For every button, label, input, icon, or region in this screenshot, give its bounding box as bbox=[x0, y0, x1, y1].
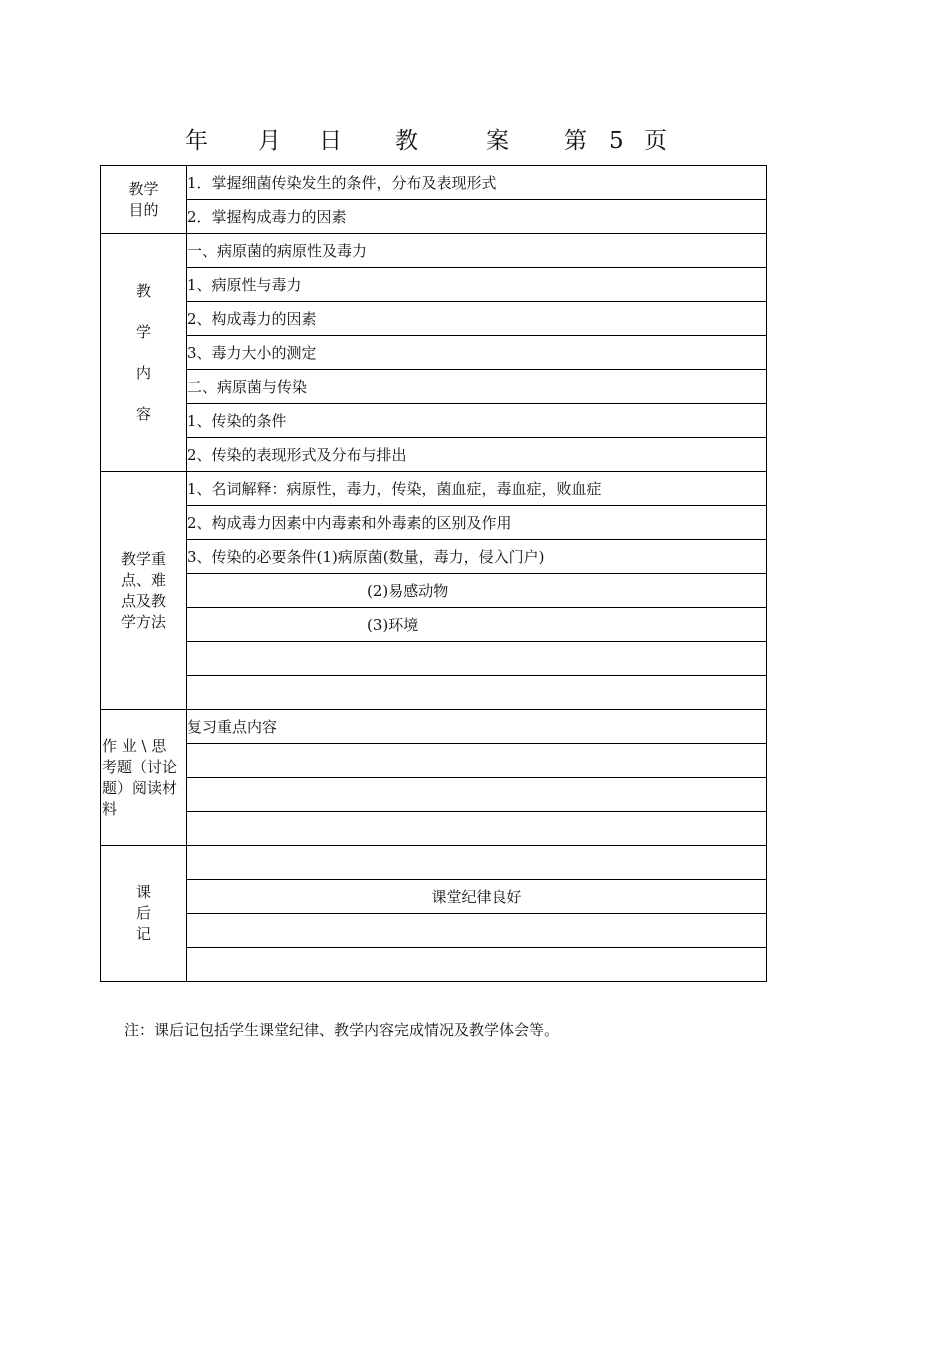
homework-row-empty bbox=[187, 812, 767, 846]
table-row bbox=[101, 302, 767, 336]
homework-row-empty bbox=[187, 778, 767, 812]
table-row bbox=[101, 336, 767, 370]
homework-label-line: 考题（讨论 bbox=[102, 757, 178, 776]
table-row bbox=[101, 200, 767, 234]
table-row bbox=[101, 608, 767, 642]
table-row bbox=[101, 166, 767, 200]
content-label-char: 容 bbox=[135, 404, 151, 423]
title-teach: 教 bbox=[395, 128, 418, 154]
table-row bbox=[101, 540, 767, 574]
postscript-row-empty bbox=[187, 948, 767, 982]
content-label bbox=[101, 234, 187, 472]
key-points-label-line: 教学重 bbox=[120, 549, 166, 568]
postscript-label-line: 后 bbox=[135, 904, 151, 922]
objectives-label-line: 教学 bbox=[128, 179, 159, 198]
table-row bbox=[101, 472, 767, 506]
key-points-row: 2、构成毒力因素中内毒素和外毒素的区别及作用 bbox=[187, 506, 767, 540]
content-row: 2、构成毒力的因素 bbox=[187, 302, 767, 336]
title-month: 月 bbox=[258, 128, 281, 154]
key-points-label bbox=[101, 472, 187, 710]
objectives-row: 2．掌握构成毒力的因素 bbox=[187, 200, 767, 234]
title-year: 年 bbox=[185, 128, 208, 154]
content-label-char: 内 bbox=[135, 363, 151, 382]
table-row bbox=[101, 404, 767, 438]
objectives-label-line: 目的 bbox=[128, 200, 159, 219]
key-points-row: 3、传染的必要条件(1)病原菌(数量，毒力，侵入门户) bbox=[187, 540, 767, 574]
postscript-label-line: 课 bbox=[135, 883, 151, 901]
homework-row-empty bbox=[187, 744, 767, 778]
objectives-label bbox=[101, 166, 187, 234]
table-row bbox=[101, 914, 767, 948]
content-label-char: 学 bbox=[135, 322, 151, 341]
postscript-row: 课堂纪律良好 bbox=[187, 880, 767, 914]
key-points-label-line: 学方法 bbox=[120, 612, 166, 631]
key-points-row: (3)环境 bbox=[187, 608, 767, 642]
table-row bbox=[101, 778, 767, 812]
table-row bbox=[101, 948, 767, 982]
title-plan: 案 bbox=[486, 128, 509, 154]
homework-label-line: 料 bbox=[102, 799, 118, 818]
homework-label-line: 作 业 \ 思 bbox=[102, 736, 167, 755]
homework-label bbox=[101, 710, 187, 846]
postscript-label-line: 记 bbox=[135, 925, 151, 943]
table-row bbox=[101, 506, 767, 540]
table-row bbox=[101, 234, 767, 268]
postscript-label bbox=[101, 846, 187, 982]
objectives-row: 1．掌握细菌传染发生的条件，分布及表现形式 bbox=[187, 166, 767, 200]
content-row: 1、传染的条件 bbox=[187, 404, 767, 438]
table-row bbox=[101, 880, 767, 914]
postscript-row-empty bbox=[187, 846, 767, 880]
lesson-plan-table bbox=[100, 165, 767, 982]
table-row bbox=[101, 710, 767, 744]
homework-label-line: 题）阅读材 bbox=[102, 778, 178, 797]
content-row: 二、病原菌与传染 bbox=[187, 370, 767, 404]
content-label-char: 教 bbox=[135, 281, 151, 300]
key-points-row: (2)易感动物 bbox=[187, 574, 767, 608]
content-row: 1、病原性与毒力 bbox=[187, 268, 767, 302]
table-row bbox=[101, 642, 767, 676]
title-day: 日 bbox=[319, 128, 342, 154]
title-di: 第 bbox=[564, 128, 587, 154]
table-row bbox=[101, 268, 767, 302]
key-points-label-line: 点、难 bbox=[120, 570, 166, 589]
content-row: 2、传染的表现形式及分布与排出 bbox=[187, 438, 767, 472]
title-page-number: 5 bbox=[609, 128, 624, 154]
table-row bbox=[101, 744, 767, 778]
key-points-label-line: 点及教 bbox=[120, 591, 166, 610]
key-points-row-empty bbox=[187, 642, 767, 676]
title-page: 页 bbox=[644, 128, 667, 154]
table-row bbox=[101, 812, 767, 846]
key-points-row-empty bbox=[187, 676, 767, 710]
key-points-row: 1、名词解释：病原性，毒力，传染，菌血症，毒血症，败血症 bbox=[187, 472, 767, 506]
table-row bbox=[101, 438, 767, 472]
homework-row: 复习重点内容 bbox=[187, 710, 767, 744]
table-row bbox=[101, 370, 767, 404]
content-row: 3、毒力大小的测定 bbox=[187, 336, 767, 370]
content-row: 一、病原菌的病原性及毒力 bbox=[187, 234, 767, 268]
postscript-row-empty bbox=[187, 914, 767, 948]
footnote: 注：课后记包括学生课堂纪律、教学内容完成情况及教学体会等。 bbox=[124, 1021, 560, 1039]
table-row bbox=[101, 846, 767, 880]
table-row bbox=[101, 676, 767, 710]
table-row bbox=[101, 574, 767, 608]
